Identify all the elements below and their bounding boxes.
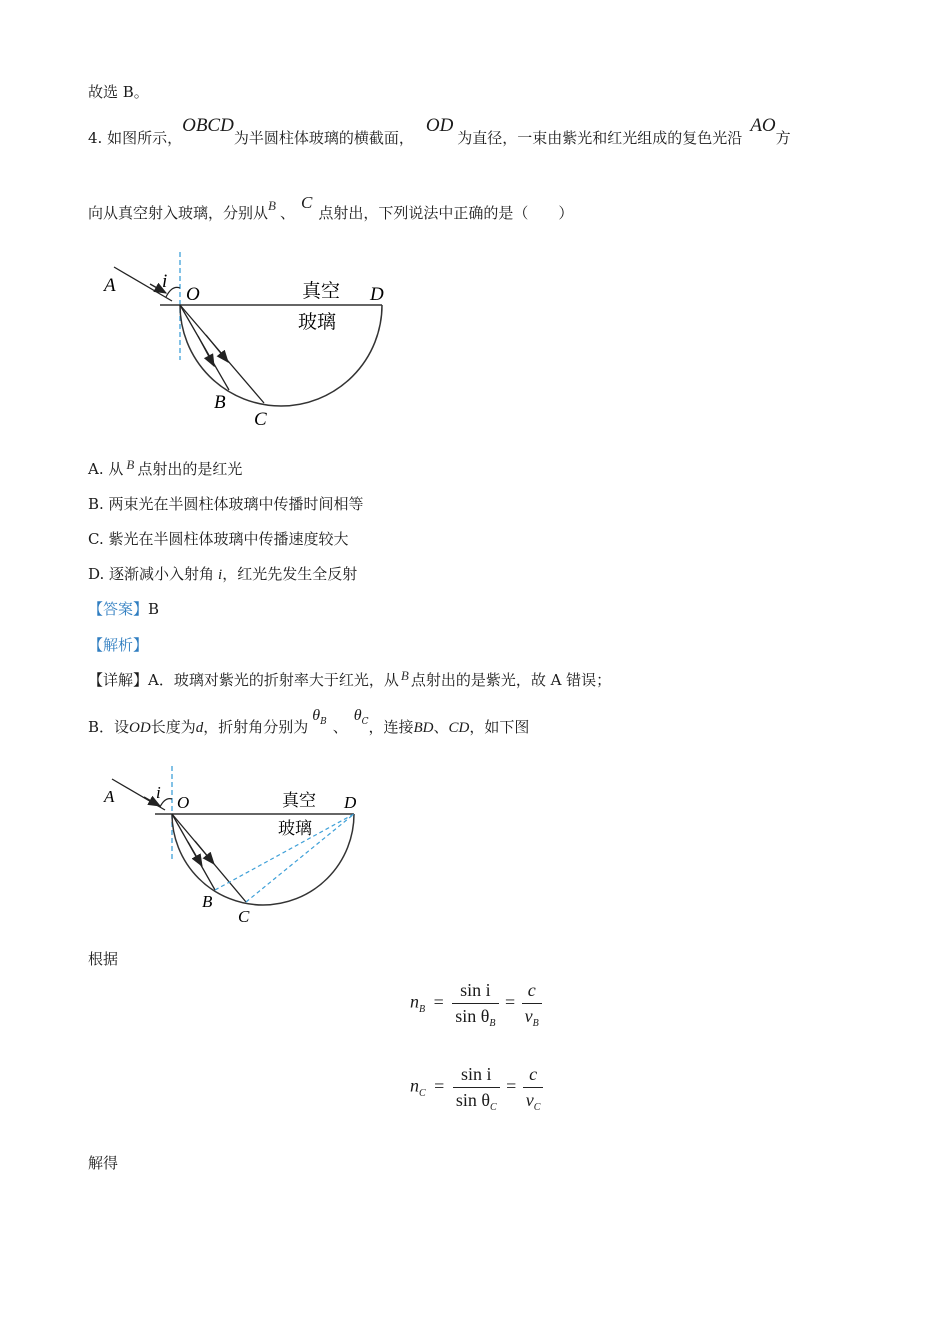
detail-b-text-5: ，如下图 xyxy=(469,718,530,736)
eq2-equals-2: = xyxy=(506,1075,517,1096)
detail-b-theta-B: θ xyxy=(312,707,321,724)
eq1-den-2 xyxy=(522,1004,542,1027)
eq2-den-1 xyxy=(453,1088,500,1111)
eq2-den-2-text: v xyxy=(525,1090,534,1110)
detail-b-theta-C-sub: C xyxy=(361,717,369,727)
var-B: B xyxy=(268,198,276,213)
q4-text-1: 为半圆柱体玻璃的横截面， xyxy=(233,129,414,147)
eq1-den-2-sub: B xyxy=(532,1018,539,1029)
eq2-fraction-1 xyxy=(453,1064,500,1111)
q4-line2-text-1: 向从真空射入玻璃，分别从 xyxy=(88,204,269,222)
option-d-text: ，红光先发生全反射 xyxy=(222,565,358,583)
label-i-2: i xyxy=(156,783,161,802)
analysis-tag: 【解析】 xyxy=(88,636,149,654)
detail-b-text-3: ，折射角分别为 xyxy=(203,718,309,736)
detail-b-theta-B-sub: B xyxy=(320,717,327,727)
eq1-den-1-text: sin θ xyxy=(455,1006,490,1026)
detail-b-CD: CD xyxy=(448,720,470,736)
label-B-2: B xyxy=(202,892,213,911)
detail-b-d: d xyxy=(195,720,204,736)
label-i: i xyxy=(162,271,168,292)
detail-tag: 【详解】 xyxy=(88,671,149,689)
option-a-var: B xyxy=(126,457,135,472)
answer-tag: 【答案】 xyxy=(88,600,149,618)
eq2-den-2 xyxy=(523,1088,544,1111)
detail-a-text-2: 点射出的是紫光，故 A 错误； xyxy=(410,671,612,689)
label-C: C xyxy=(254,409,267,430)
label-vacuum-2: 真空 xyxy=(282,791,316,810)
eq1-den-1-sub: B xyxy=(489,1018,496,1029)
eq2-den-2-sub: C xyxy=(533,1102,541,1113)
question-4-line-1 xyxy=(88,115,791,148)
detail-b-separator-2: 、 xyxy=(433,718,449,736)
equation-nC xyxy=(410,1064,543,1111)
ray-B-arrow-2 xyxy=(188,842,202,866)
detail-b-separator: 、 xyxy=(332,718,348,736)
equation-nB xyxy=(410,980,542,1027)
detail-a-text-1: A．玻璃对紫光的折射率大于红光，从 xyxy=(148,671,399,689)
eq1-num-2: c xyxy=(522,980,542,1004)
eq1-num-1: sin i xyxy=(452,980,498,1004)
label-B: B xyxy=(214,392,226,413)
eq1-lhs-sub: B xyxy=(419,1003,426,1015)
detail-b-OD: OD xyxy=(129,720,151,736)
detail-b-text-4: ，连接 xyxy=(368,718,414,736)
detail-b-text-2: 长度为 xyxy=(150,718,196,736)
q4-line2-text-2: 点射出，下列说法中正确的是（ ） xyxy=(318,204,574,222)
semicircle-arc xyxy=(180,305,382,406)
semicircle-arc-2 xyxy=(172,814,354,905)
question-4-line-2 xyxy=(88,193,574,224)
detail-b-BD: BD xyxy=(413,720,434,736)
eq1-lhs: n xyxy=(410,991,419,1012)
eq2-equals-1: = xyxy=(434,1075,445,1096)
eq1-equals-1: = xyxy=(433,991,444,1012)
eq1-fraction-1 xyxy=(452,980,498,1027)
label-glass-2: 玻璃 xyxy=(278,819,312,838)
label-D: D xyxy=(370,284,384,305)
detail-b-line xyxy=(88,707,530,740)
label-O: O xyxy=(186,284,200,305)
detail-a-var: B xyxy=(400,668,409,683)
eq2-lhs-sub: C xyxy=(419,1087,426,1099)
label-D-2: D xyxy=(344,793,357,812)
option-b: B. 两束光在半圆柱体玻璃中传播时间相等 xyxy=(88,495,364,513)
eq2-den-1-sub: C xyxy=(489,1102,497,1113)
eq1-den-2-text: v xyxy=(524,1006,533,1026)
answer-line xyxy=(88,599,159,619)
var-OD: OD xyxy=(425,115,454,136)
label-vacuum: 真空 xyxy=(302,281,341,302)
ray-B-arrow xyxy=(198,336,214,366)
var-AO: AO xyxy=(750,115,776,136)
eq1-den-1 xyxy=(452,1004,498,1027)
var-C: C xyxy=(300,193,313,212)
q4-separator: 、 xyxy=(279,204,295,222)
q4-text-2: 为直径，一束由紫光和红光组成的复色光沿 xyxy=(457,129,743,147)
solve-line: 解得 xyxy=(88,1154,119,1172)
option-d-prefix: D. 逐渐减小入射角 xyxy=(88,565,215,583)
eq2-den-1-text: sin θ xyxy=(455,1090,490,1110)
angle-i-arc-2 xyxy=(160,799,172,807)
eq2-fraction-2 xyxy=(523,1064,544,1111)
option-a-prefix: A. 从 xyxy=(88,460,124,478)
eq2-num-2: c xyxy=(523,1064,544,1088)
question-figure xyxy=(95,245,405,435)
answer-value: B xyxy=(148,600,160,618)
detail-a-line xyxy=(88,670,611,691)
basis-line: 根据 xyxy=(88,950,119,968)
q4-text-3: 方 xyxy=(775,129,791,147)
solution-figure xyxy=(95,760,365,930)
eq2-lhs: n xyxy=(410,1075,419,1096)
eq1-equals-2: = xyxy=(505,991,516,1012)
option-a-text: 点射出的是红光 xyxy=(137,460,243,478)
eq2-num-1: sin i xyxy=(453,1064,500,1088)
conclusion-line: 故选 B。 xyxy=(88,83,149,101)
detail-b-text-1: B．设 xyxy=(88,718,130,736)
option-c: C. 紫光在半圆柱体玻璃中传播速度较大 xyxy=(88,530,349,548)
question-number: 4. 如图所示， xyxy=(88,129,183,147)
eq1-fraction-2 xyxy=(522,980,542,1027)
option-d-var: i xyxy=(218,567,223,583)
var-OBCD: OBCD xyxy=(182,115,234,136)
option-d xyxy=(88,564,357,585)
detail-b-theta-C: θ xyxy=(353,707,362,724)
angle-i-arc xyxy=(166,287,180,297)
label-A: A xyxy=(104,275,116,296)
label-A-2: A xyxy=(104,787,115,806)
label-glass: 玻璃 xyxy=(298,312,337,333)
option-a xyxy=(88,459,242,480)
label-O-2: O xyxy=(177,793,190,812)
label-C-2: C xyxy=(238,907,250,926)
